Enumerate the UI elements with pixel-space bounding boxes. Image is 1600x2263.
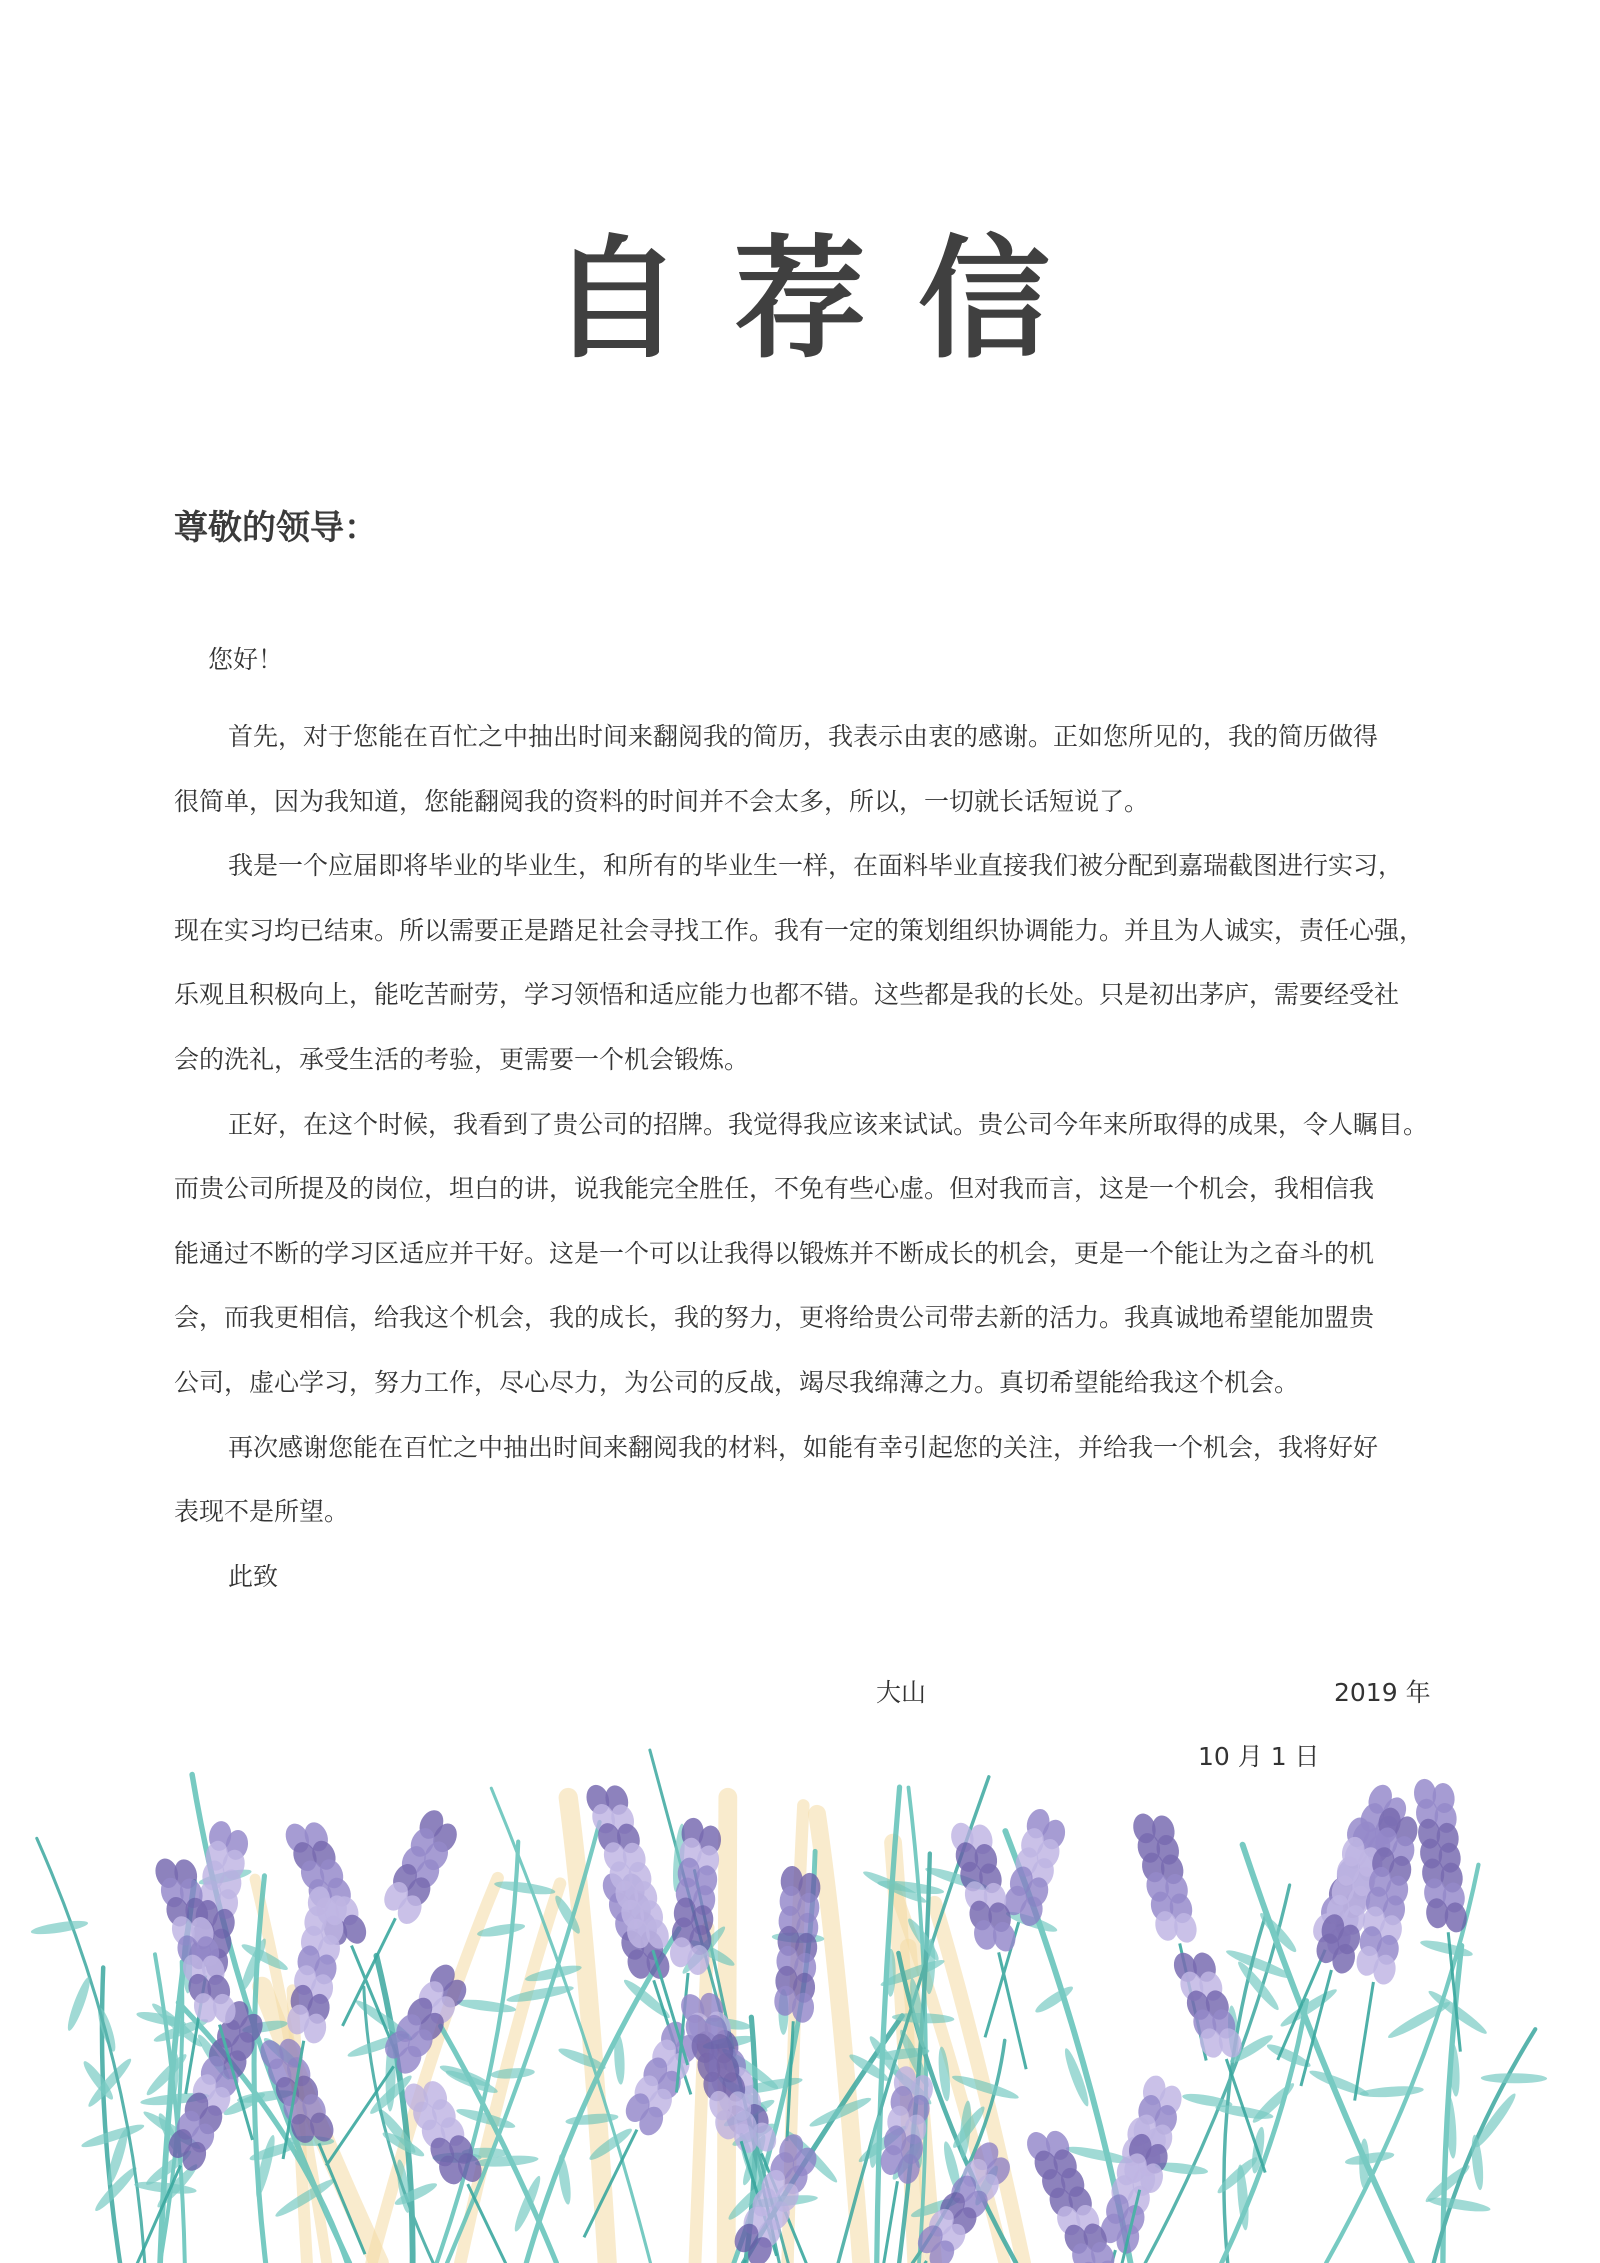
body-line: 表现不是所望。 [174, 1497, 350, 1527]
body-line: 乐观且积极向上，能吃苦耐劳，学习领悟和适应能力也都不错。这些都是我的长处。只是初出茅庐，需要经受社 [174, 980, 1400, 1010]
closing-line: 此致 [228, 1561, 279, 1591]
body-line: 而贵公司所提及的岗位，坦白的讲，说我能完全胜任，不免有些心虚。但对我而言，这是一个机会，我相信我 [174, 1174, 1375, 1204]
body-line: 公司，虚心学习，努力工作，尽心尽力，为公司的反战，竭尽我绵薄之力。真切希望能给我这个机会。 [174, 1367, 1300, 1397]
body-line: 再次感谢您能在百忙之中抽出时间来翻阅我的材料，如能有幸引起您的关注，并给我一个机会，我将好好 [228, 1432, 1379, 1462]
signature-year: 2019 年 [1334, 1678, 1431, 1707]
salutation: 尊敬的领导： [174, 508, 378, 548]
body-line: 正好，在这个时候，我看到了贵公司的招牌。我觉得我应该来试试。贵公司今年来所取得的成果，令人瞩目。 [228, 1109, 1429, 1139]
body-line: 会，而我更相信，给我这个机会，我的成长，我的努力，更将给贵公司带去新的活力。我真诚地希望能加盟贵 [174, 1303, 1375, 1333]
letter-body [174, 705, 1494, 1609]
letter-title: 自荐信 [550, 223, 1102, 377]
greeting: 您好！ [208, 645, 284, 674]
body-line: 我是一个应届即将毕业的毕业生，和所有的毕业生一样，在面料毕业直接我们被分配到嘉瑞截图进行实习， [228, 851, 1404, 881]
body-line: 现在实习均已结束。所以需要正是踏足社会寻找工作。我有一定的策划组织协调能力。并且为人诚实，责任心强， [174, 915, 1425, 945]
body-line: 能通过不断的学习区适应并干好。这是一个可以让我得以锻炼并不断成长的机会，更是一个能让为之奋斗的机 [174, 1238, 1375, 1268]
signature-date: 10 月 1 日 [1198, 1742, 1320, 1771]
signature-name: 大山 [876, 1678, 927, 1707]
body-line: 首先，对于您能在百忙之中抽出时间来翻阅我的简历，我表示由衷的感谢。正如您所见的，我的简历做得 [228, 722, 1379, 751]
body-line: 很简单，因为我知道，您能翻阅我的资料的时间并不会太多，所以，一切就长话短说了。 [174, 786, 1150, 816]
lavender-bouquet-illustration [0, 1740, 1600, 2263]
body-line: 会的洗礼，承受生活的考验，更需要一个机会锻炼。 [174, 1044, 750, 1074]
